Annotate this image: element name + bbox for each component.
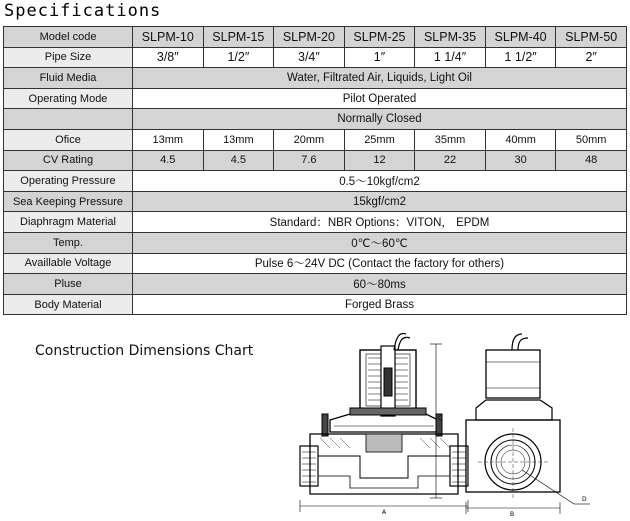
pipe-size-cell: 1″ [344, 47, 415, 68]
cv-rating-cell: 48 [556, 150, 627, 171]
table-row [4, 294, 627, 315]
pipe-size-cell: 3/4″ [274, 47, 345, 68]
cv-rating-cell: 30 [485, 150, 556, 171]
orifice-cell: 40mm [485, 129, 556, 150]
operating-pressure-value: 0.5～10kgf/cm2 [133, 171, 627, 192]
orifice-cell: 20mm [274, 129, 345, 150]
orifice-cell: 50mm [556, 129, 627, 150]
pipe-size-label: Pipe Size [4, 47, 133, 68]
operating-mode-value: Pilot Operated [133, 88, 627, 109]
fluid-media-value: Water, Filtrated Air, Liquids, Light Oil [133, 68, 627, 89]
temp-value: 0℃～60℃ [133, 232, 627, 253]
keeping-pressure-value: 15kgf/cm2 [133, 191, 627, 212]
cv-rating-cell: 4.5 [203, 150, 274, 171]
cv-rating-cell: 4.5 [133, 150, 204, 171]
fluid-media-label: Fluid Media [4, 68, 133, 89]
orifice-cell: 25mm [344, 129, 415, 150]
page-title: Specifications [4, 1, 162, 21]
orifice-cell: 13mm [203, 129, 274, 150]
orifice-cell: 35mm [415, 129, 486, 150]
table-row [4, 212, 627, 233]
pluse-label: Pluse [4, 274, 133, 295]
model-cell: SLPM-10 [133, 27, 204, 48]
cv-rating-cell: 12 [344, 150, 415, 171]
cv-rating-label: CV Rating [4, 150, 133, 171]
diaphragm-material-value: Standard：NBR Options：VITON， EPDM [133, 212, 627, 233]
pipe-size-cell: 3/8″ [133, 47, 204, 68]
model-cell: SLPM-50 [556, 27, 627, 48]
model-cell: SLPM-25 [344, 27, 415, 48]
table-row [4, 129, 627, 150]
front-view [466, 334, 590, 514]
voltage-label: Availlable Voltage [4, 253, 133, 274]
specifications-table [3, 26, 627, 315]
pipe-size-cell: 1 1/2″ [485, 47, 556, 68]
temp-label: Temp. [4, 232, 133, 253]
pluse-value: 60～80ms [133, 274, 627, 295]
valve-construction-drawing [290, 328, 600, 518]
cv-rating-cell: 7.6 [274, 150, 345, 171]
table-row [4, 109, 627, 130]
cv-rating-cell: 22 [415, 150, 486, 171]
table-row [4, 191, 627, 212]
table-row [4, 274, 627, 295]
model-cell: SLPM-40 [485, 27, 556, 48]
orifice-label: Ofice [4, 129, 133, 150]
model-cell: SLPM-15 [203, 27, 274, 48]
blank-label [4, 109, 133, 130]
table-row [4, 68, 627, 89]
dimension-c-label: C [438, 415, 443, 422]
orifice-cell: 13mm [133, 129, 204, 150]
table-row [4, 171, 627, 192]
body-material-label: Body Material [4, 294, 133, 315]
table-row [4, 232, 627, 253]
diaphragm-material-label: Diaphragm Material [4, 212, 133, 233]
voltage-value: Pulse 6～24V DC (Contact the factory for others) [133, 253, 627, 274]
table-row [4, 253, 627, 274]
construction-chart-title: Construction Dimensions Chart [35, 343, 254, 359]
table-row [4, 88, 627, 109]
table-row [4, 27, 627, 48]
model-cell: SLPM-35 [415, 27, 486, 48]
table-row [4, 150, 627, 171]
table-row [4, 47, 627, 68]
dimension-d-label: D [582, 496, 587, 503]
normally-closed-value: Normally Closed [133, 109, 627, 130]
body-material-value: Forged Brass [133, 294, 627, 315]
pipe-size-cell: 1 1/4″ [415, 47, 486, 68]
operating-mode-label: Operating Mode [4, 88, 133, 109]
pipe-size-cell: 2″ [556, 47, 627, 68]
keeping-pressure-label: Sea Keeping Pressure [4, 191, 133, 212]
dimension-a-label: A [382, 509, 387, 516]
dimension-b-label: B [510, 511, 515, 518]
model-cell: SLPM-20 [274, 27, 345, 48]
side-section-view [300, 334, 468, 512]
pipe-size-cell: 1/2″ [203, 47, 274, 68]
operating-pressure-label: Operating Pressure [4, 171, 133, 192]
model-code-label: Model code [4, 27, 133, 48]
